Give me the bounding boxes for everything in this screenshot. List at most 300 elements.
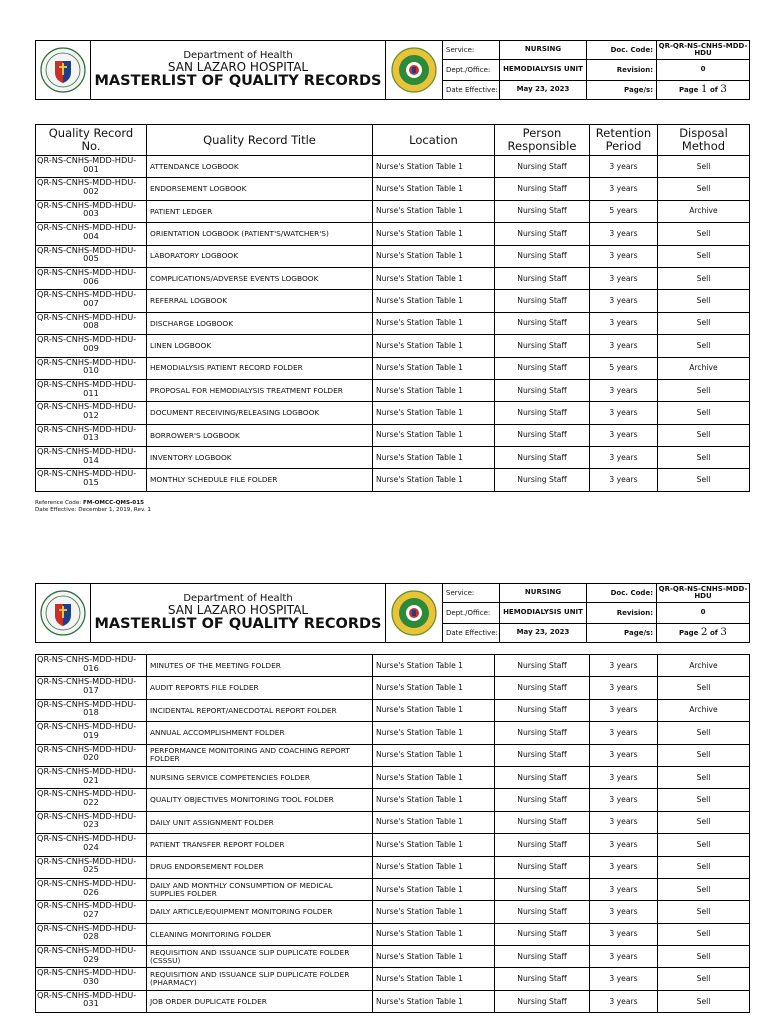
record-person: Nursing Staff	[495, 990, 590, 1012]
record-number-suffix: 013	[83, 432, 99, 443]
record-person: Nursing Staff	[495, 699, 590, 721]
record-number	[36, 424, 147, 446]
record-disposal: Archive	[658, 655, 750, 677]
record-title: DAILY ARTICLE/EQUIPMENT MONITORING FOLDER	[147, 901, 373, 923]
page-indicator: Page 2 of 3	[657, 624, 750, 643]
record-title: ANNUAL ACCOMPLISHMENT FOLDER	[147, 722, 373, 744]
pages-label: Page/s:	[587, 81, 657, 100]
record-location: Nurse's Station Table 1	[373, 245, 495, 267]
record-disposal: Archive	[658, 699, 750, 721]
hospital-name: SAN LAZARO HOSPITAL	[167, 602, 309, 617]
doc-code-label: Doc. Code:	[587, 41, 657, 60]
record-title: ORIENTATION LOGBOOK (PATIENT'S/WATCHER'S)	[147, 223, 373, 245]
record-number	[36, 878, 147, 900]
record-number	[36, 312, 147, 334]
record-number	[36, 200, 147, 222]
service-label: Service:	[443, 41, 500, 60]
record-number-suffix: 021	[83, 774, 99, 785]
record-number-prefix: QR-NS-CNHS-MDD-HDU-	[37, 788, 137, 799]
table-header-row	[36, 125, 750, 156]
record-retention: 3 years	[590, 923, 658, 945]
record-disposal: Sell	[658, 424, 750, 446]
record-number	[36, 990, 147, 1012]
record-number-prefix: QR-NS-CNHS-MDD-HDU-	[37, 446, 137, 457]
record-number-prefix: QR-NS-CNHS-MDD-HDU-	[37, 200, 137, 210]
record-title: DOCUMENT RECEIVING/RELEASING LOGBOOK	[147, 402, 373, 424]
record-number-suffix: 010	[83, 365, 99, 376]
record-location: Nurse's Station Table 1	[373, 469, 495, 491]
record-number-prefix: QR-NS-CNHS-MDD-HDU-	[37, 766, 137, 776]
record-title: REQUISITION AND ISSUANCE SLIP DUPLICATE FOLDER (PHARMACY)	[147, 968, 373, 990]
record-location: Nurse's Station Table 1	[373, 946, 495, 968]
record-disposal: Sell	[658, 990, 750, 1012]
record-title: AUDIT REPORTS FILE FOLDER	[147, 677, 373, 699]
record-number	[36, 923, 147, 945]
col-header-retention: Retention Period	[590, 125, 658, 156]
record-number-suffix: 004	[83, 230, 99, 241]
record-number	[36, 722, 147, 744]
records-table-page2	[35, 654, 750, 1013]
service-value: NURSING	[500, 41, 587, 60]
record-person: Nursing Staff	[495, 223, 590, 245]
record-person: Nursing Staff	[495, 200, 590, 222]
record-person: Nursing Staff	[495, 290, 590, 312]
record-person: Nursing Staff	[495, 312, 590, 334]
record-number-prefix: QR-NS-CNHS-MDD-HDU-	[37, 878, 137, 888]
table-row	[36, 699, 750, 721]
reference-code: FM-OMCC-QMS-015	[82, 500, 144, 506]
record-disposal: Sell	[658, 245, 750, 267]
record-number-suffix: 008	[83, 320, 99, 331]
record-number-prefix: QR-NS-CNHS-MDD-HDU-	[37, 424, 137, 434]
hospital-logo	[36, 584, 91, 643]
page1-header	[35, 40, 750, 100]
record-disposal: Sell	[658, 834, 750, 856]
record-title: COMPLICATIONS/ADVERSE EVENTS LOGBOOK	[147, 267, 373, 289]
record-person: Nursing Staff	[495, 424, 590, 446]
document-title: MASTERLIST OF QUALITY RECORDS	[94, 73, 382, 90]
record-location: Nurse's Station Table 1	[373, 312, 495, 334]
record-number-suffix: 009	[83, 342, 99, 353]
record-retention: 3 years	[590, 335, 658, 357]
record-location: Nurse's Station Table 1	[373, 424, 495, 446]
record-retention: 3 years	[590, 834, 658, 856]
record-number-prefix: QR-NS-CNHS-MDD-HDU-	[37, 945, 137, 956]
record-number-suffix: 030	[83, 976, 99, 987]
table-row	[36, 290, 750, 312]
record-number-suffix: 001	[83, 163, 99, 174]
table-row	[36, 379, 750, 401]
record-retention: 3 years	[590, 290, 658, 312]
record-person: Nursing Staff	[495, 677, 590, 699]
record-title: JOB ORDER DUPLICATE FOLDER	[147, 990, 373, 1012]
record-person: Nursing Staff	[495, 722, 590, 744]
record-person: Nursing Staff	[495, 834, 590, 856]
record-number-prefix: QR-NS-CNHS-MDD-HDU-	[37, 155, 137, 165]
hospital-logo	[36, 41, 91, 100]
record-disposal: Sell	[658, 722, 750, 744]
table-row	[36, 335, 750, 357]
table-row	[36, 447, 750, 469]
record-number	[36, 789, 147, 811]
record-disposal: Archive	[658, 357, 750, 379]
record-number-suffix: 007	[83, 297, 99, 308]
record-location: Nurse's Station Table 1	[373, 335, 495, 357]
record-location: Nurse's Station Table 1	[373, 901, 495, 923]
table-row	[36, 946, 750, 968]
record-retention: 3 years	[590, 878, 658, 900]
record-number-prefix: QR-NS-CNHS-MDD-HDU-	[37, 222, 137, 233]
record-number-suffix: 019	[83, 729, 99, 740]
record-number	[36, 699, 147, 721]
record-location: Nurse's Station Table 1	[373, 744, 495, 766]
department-name: Department of Health	[183, 49, 293, 61]
department-name: Department of Health	[183, 592, 293, 604]
record-retention: 3 years	[590, 178, 658, 200]
record-retention: 3 years	[590, 267, 658, 289]
record-title: BORROWER'S LOGBOOK	[147, 424, 373, 446]
col-header-title: Quality Record Title	[147, 125, 373, 156]
col-header-disposal: Disposal Method	[658, 125, 750, 156]
record-number-suffix: 031	[83, 998, 99, 1009]
record-title: DISCHARGE LOGBOOK	[147, 312, 373, 334]
col-header-record-no: Quality Record No.	[36, 125, 147, 156]
record-number	[36, 223, 147, 245]
record-title: DAILY UNIT ASSIGNMENT FOLDER	[147, 811, 373, 833]
record-location: Nurse's Station Table 1	[373, 699, 495, 721]
record-location: Nurse's Station Table 1	[373, 677, 495, 699]
record-number-prefix: QR-NS-CNHS-MDD-HDU-	[37, 676, 137, 687]
record-disposal: Archive	[658, 200, 750, 222]
record-number-suffix: 027	[83, 908, 99, 919]
record-location: Nurse's Station Table 1	[373, 447, 495, 469]
record-person: Nursing Staff	[495, 357, 590, 379]
record-number	[36, 402, 147, 424]
record-location: Nurse's Station Table 1	[373, 834, 495, 856]
record-number	[36, 766, 147, 788]
record-number	[36, 290, 147, 312]
effective-value: May 23, 2023	[500, 81, 587, 100]
record-disposal: Sell	[658, 856, 750, 878]
record-location: Nurse's Station Table 1	[373, 722, 495, 744]
record-number	[36, 655, 147, 677]
record-number-prefix: QR-NS-CNHS-MDD-HDU-	[37, 334, 137, 345]
record-disposal: Sell	[658, 335, 750, 357]
record-title: REFERRAL LOGBOOK	[147, 290, 373, 312]
record-number	[36, 744, 147, 766]
record-title: PATIENT LEDGER	[147, 200, 373, 222]
record-retention: 5 years	[590, 357, 658, 379]
record-person: Nursing Staff	[495, 923, 590, 945]
record-retention: 3 years	[590, 901, 658, 923]
record-number	[36, 968, 147, 990]
record-number	[36, 335, 147, 357]
record-number-suffix: 018	[83, 707, 99, 718]
record-number-prefix: QR-NS-CNHS-MDD-HDU-	[37, 401, 137, 412]
record-location: Nurse's Station Table 1	[373, 178, 495, 200]
record-number-suffix: 029	[83, 953, 99, 964]
record-number	[36, 946, 147, 968]
page-indicator: Page 1 of 3	[657, 81, 750, 100]
record-title: LINEN LOGBOOK	[147, 335, 373, 357]
service-value: NURSING	[500, 584, 587, 603]
record-title: CLEANING MONITORING FOLDER	[147, 923, 373, 945]
pages-label: Page/s:	[587, 624, 657, 643]
revision-value: 0	[657, 603, 750, 624]
revision-label: Revision:	[587, 60, 657, 81]
record-number	[36, 357, 147, 379]
record-retention: 3 years	[590, 655, 658, 677]
record-number	[36, 447, 147, 469]
record-disposal: Sell	[658, 267, 750, 289]
table-row	[36, 424, 750, 446]
record-number-prefix: QR-NS-CNHS-MDD-HDU-	[37, 245, 137, 255]
record-number	[36, 469, 147, 491]
record-number-suffix: 015	[83, 477, 99, 488]
record-disposal: Sell	[658, 156, 750, 178]
record-person: Nursing Staff	[495, 245, 590, 267]
record-disposal: Sell	[658, 469, 750, 491]
table-row	[36, 267, 750, 289]
record-retention: 5 years	[590, 200, 658, 222]
record-number-suffix: 003	[83, 208, 99, 219]
table-row	[36, 968, 750, 990]
col-header-person: Person Responsible	[495, 125, 590, 156]
record-disposal: Sell	[658, 744, 750, 766]
table-row	[36, 677, 750, 699]
table-row	[36, 990, 750, 1012]
record-location: Nurse's Station Table 1	[373, 290, 495, 312]
record-number	[36, 379, 147, 401]
record-location: Nurse's Station Table 1	[373, 156, 495, 178]
record-retention: 3 years	[590, 744, 658, 766]
records-table-page1	[35, 124, 750, 492]
record-number	[36, 901, 147, 923]
record-number	[36, 856, 147, 878]
doh-seal	[386, 584, 443, 643]
record-number-prefix: QR-NS-CNHS-MDD-HDU-	[37, 289, 137, 300]
record-disposal: Sell	[658, 923, 750, 945]
record-disposal: Sell	[658, 402, 750, 424]
record-number	[36, 811, 147, 833]
record-retention: 3 years	[590, 379, 658, 401]
record-disposal: Sell	[658, 290, 750, 312]
record-number-prefix: QR-NS-CNHS-MDD-HDU-	[37, 312, 137, 322]
revision-label: Revision:	[587, 603, 657, 624]
table-row	[36, 655, 750, 677]
record-title: LABORATORY LOGBOOK	[147, 245, 373, 267]
record-number	[36, 178, 147, 200]
record-title: MINUTES OF THE MEETING FOLDER	[147, 655, 373, 677]
dept-value: HEMODIALYSIS UNIT	[500, 603, 587, 624]
record-number-suffix: 005	[83, 253, 99, 264]
record-location: Nurse's Station Table 1	[373, 655, 495, 677]
record-number-suffix: 024	[83, 841, 99, 852]
record-person: Nursing Staff	[495, 402, 590, 424]
record-retention: 3 years	[590, 245, 658, 267]
col-header-location: Location	[373, 125, 495, 156]
record-number	[36, 267, 147, 289]
record-person: Nursing Staff	[495, 878, 590, 900]
record-number-suffix: 023	[83, 819, 99, 830]
record-number-prefix: QR-NS-CNHS-MDD-HDU-	[37, 468, 137, 479]
record-location: Nurse's Station Table 1	[373, 402, 495, 424]
record-retention: 3 years	[590, 156, 658, 178]
record-disposal: Sell	[658, 223, 750, 245]
record-number-prefix: QR-NS-CNHS-MDD-HDU-	[37, 177, 137, 188]
record-title: DRUG ENDORSEMENT FOLDER	[147, 856, 373, 878]
table-row	[36, 357, 750, 379]
table-row	[36, 722, 750, 744]
record-number-suffix: 002	[83, 186, 99, 196]
table-row	[36, 245, 750, 267]
table-row	[36, 766, 750, 788]
record-location: Nurse's Station Table 1	[373, 811, 495, 833]
record-person: Nursing Staff	[495, 811, 590, 833]
record-person: Nursing Staff	[495, 379, 590, 401]
record-number-suffix: 006	[83, 275, 99, 286]
record-person: Nursing Staff	[495, 156, 590, 178]
record-disposal: Sell	[658, 901, 750, 923]
record-disposal: Sell	[658, 811, 750, 833]
record-number	[36, 245, 147, 267]
table-row	[36, 811, 750, 833]
record-disposal: Sell	[658, 312, 750, 334]
revision-value: 0	[657, 60, 750, 81]
record-number-prefix: QR-NS-CNHS-MDD-HDU-	[37, 744, 137, 754]
record-title: QUALITY OBJECTIVES MONITORING TOOL FOLDER	[147, 789, 373, 811]
table-row	[36, 789, 750, 811]
record-disposal: Sell	[658, 878, 750, 900]
record-retention: 3 years	[590, 789, 658, 811]
record-number-suffix: 022	[83, 796, 99, 807]
record-person: Nursing Staff	[495, 744, 590, 766]
record-number-prefix: QR-NS-CNHS-MDD-HDU-	[37, 357, 137, 367]
service-label: Service:	[443, 584, 500, 603]
record-retention: 3 years	[590, 766, 658, 788]
record-disposal: Sell	[658, 447, 750, 469]
records-body-page2	[36, 655, 750, 1013]
dept-label: Dept./Office:	[443, 60, 500, 81]
page2-header	[35, 583, 750, 643]
record-title: NURSING SERVICE COMPETENCIES FOLDER	[147, 766, 373, 788]
record-person: Nursing Staff	[495, 178, 590, 200]
record-person: Nursing Staff	[495, 267, 590, 289]
record-title: ATTENDANCE LOGBOOK	[147, 156, 373, 178]
table-row	[36, 156, 750, 178]
record-number-prefix: QR-NS-CNHS-MDD-HDU-	[37, 811, 137, 821]
record-number-prefix: QR-NS-CNHS-MDD-HDU-	[37, 900, 137, 911]
table-row	[36, 178, 750, 200]
document-title: MASTERLIST OF QUALITY RECORDS	[94, 616, 382, 633]
record-retention: 3 years	[590, 677, 658, 699]
hospital-name: SAN LAZARO HOSPITAL	[167, 59, 309, 74]
record-retention: 3 years	[590, 402, 658, 424]
records-body-page1	[36, 156, 750, 492]
record-retention: 3 years	[590, 312, 658, 334]
table-row	[36, 901, 750, 923]
table-row	[36, 923, 750, 945]
record-number-suffix: 014	[83, 454, 99, 465]
record-disposal: Sell	[658, 379, 750, 401]
record-location: Nurse's Station Table 1	[373, 878, 495, 900]
record-title: PROPOSAL FOR HEMODIALYSIS TREATMENT FOLDER	[147, 379, 373, 401]
record-number-suffix: 011	[83, 387, 99, 398]
effective-value: May 23, 2023	[500, 624, 587, 643]
effective-label: Date Effective:	[443, 624, 500, 643]
record-title: DAILY AND MONTHLY CONSUMPTION OF MEDICAL SUPPLIES FOLDER	[147, 878, 373, 900]
doc-code-value: QR-QR-NS-CNHS-MDD-HDU	[657, 41, 750, 60]
record-number-prefix: QR-NS-CNHS-MDD-HDU-	[37, 967, 137, 978]
table-row	[36, 312, 750, 334]
reference-label: Reference Code:	[35, 500, 82, 506]
record-number	[36, 156, 147, 178]
record-retention: 3 years	[590, 699, 658, 721]
record-person: Nursing Staff	[495, 469, 590, 491]
record-title: HEMODIALYSIS PATIENT RECORD FOLDER	[147, 357, 373, 379]
record-title: PATIENT TRANSFER REPORT FOLDER	[147, 834, 373, 856]
table-row	[36, 200, 750, 222]
doc-code-value: QR-QR-NS-CNHS-MDD-HDU	[657, 584, 750, 603]
record-retention: 3 years	[590, 223, 658, 245]
record-location: Nurse's Station Table 1	[373, 379, 495, 401]
record-number-prefix: QR-NS-CNHS-MDD-HDU-	[37, 833, 137, 844]
record-retention: 3 years	[590, 469, 658, 491]
record-number-suffix: 020	[83, 752, 99, 763]
table-row	[36, 834, 750, 856]
record-number-prefix: QR-NS-CNHS-MDD-HDU-	[37, 923, 137, 933]
record-title: ENDORSEMENT LOGBOOK	[147, 178, 373, 200]
record-location: Nurse's Station Table 1	[373, 856, 495, 878]
record-person: Nursing Staff	[495, 968, 590, 990]
record-number-suffix: 028	[83, 931, 99, 942]
record-number-suffix: 026	[83, 886, 99, 897]
record-retention: 3 years	[590, 447, 658, 469]
record-number-suffix: 016	[83, 662, 99, 673]
doh-seal	[386, 41, 443, 100]
record-person: Nursing Staff	[495, 766, 590, 788]
record-person: Nursing Staff	[495, 447, 590, 469]
table-row	[36, 744, 750, 766]
record-number-prefix: QR-NS-CNHS-MDD-HDU-	[37, 721, 137, 732]
record-retention: 3 years	[590, 424, 658, 446]
effective-label: Date Effective:	[443, 81, 500, 100]
record-disposal: Sell	[658, 789, 750, 811]
table-row	[36, 402, 750, 424]
record-number-suffix: 017	[83, 685, 99, 695]
record-location: Nurse's Station Table 1	[373, 357, 495, 379]
record-location: Nurse's Station Table 1	[373, 923, 495, 945]
record-title: INCIDENTAL REPORT/ANECDOTAL REPORT FOLDER	[147, 699, 373, 721]
record-retention: 3 years	[590, 990, 658, 1012]
record-title: REQUISITION AND ISSUANCE SLIP DUPLICATE FOLDER (CSSSU)	[147, 946, 373, 968]
record-title: MONTHLY SCHEDULE FILE FOLDER	[147, 469, 373, 491]
record-number-prefix: QR-NS-CNHS-MDD-HDU-	[37, 990, 137, 1000]
record-location: Nurse's Station Table 1	[373, 766, 495, 788]
record-number-suffix: 025	[83, 864, 99, 875]
record-person: Nursing Staff	[495, 789, 590, 811]
dept-label: Dept./Office:	[443, 603, 500, 624]
record-location: Nurse's Station Table 1	[373, 968, 495, 990]
record-disposal: Sell	[658, 677, 750, 699]
record-title: INVENTORY LOGBOOK	[147, 447, 373, 469]
record-title: PERFORMANCE MONITORING AND COACHING REPORT FOLDER	[147, 744, 373, 766]
record-retention: 3 years	[590, 811, 658, 833]
record-retention: 3 years	[590, 946, 658, 968]
record-location: Nurse's Station Table 1	[373, 223, 495, 245]
table-row	[36, 469, 750, 491]
record-disposal: Sell	[658, 766, 750, 788]
